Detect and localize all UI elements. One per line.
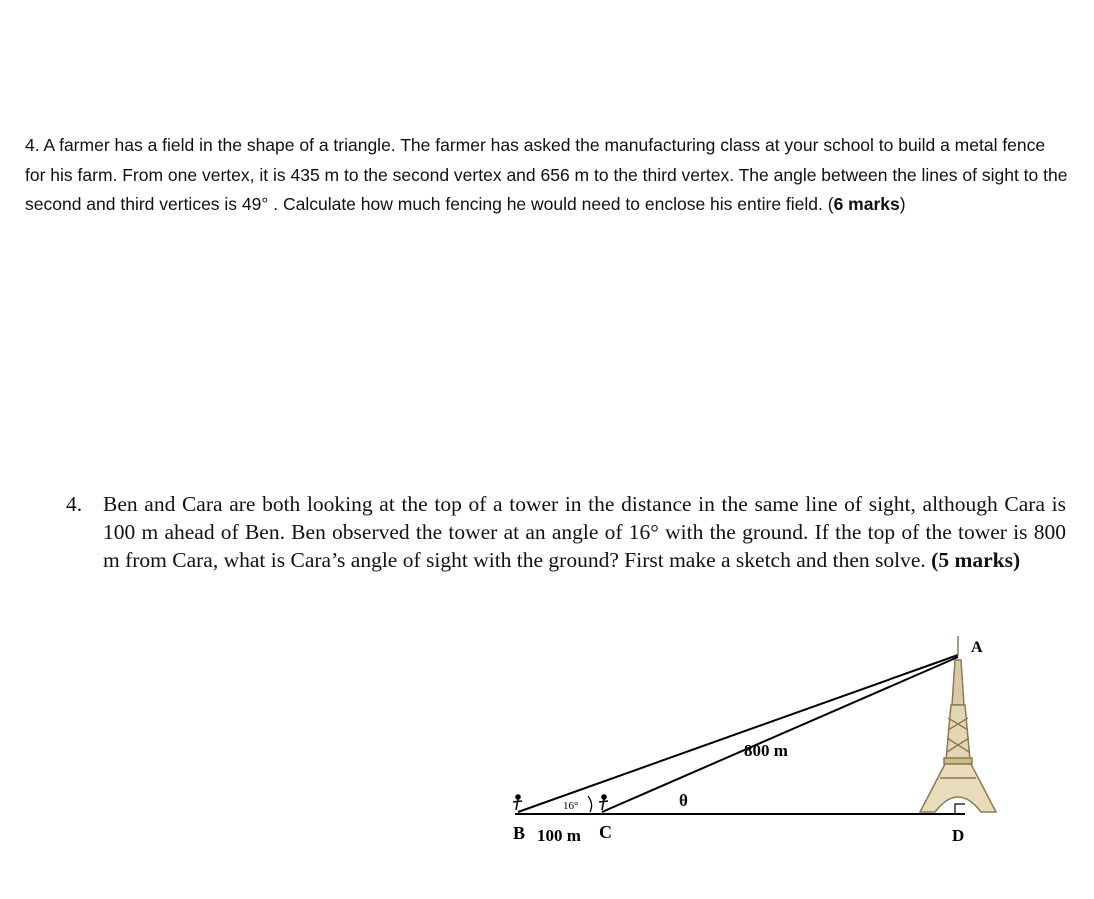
distance-bc-label: 100 m [537,826,581,845]
ben-person-icon [513,795,522,810]
question-1-marks: 6 marks [833,194,900,214]
angle-c-symbol: θ [679,791,688,810]
distance-ca-label: 800 m [744,741,788,760]
point-d-label: D [952,826,965,845]
angle-b-label: 16° [563,800,579,812]
question-1-close: ) [899,194,906,214]
question-2-text: Ben and Cara are both looking at the top of a tower in the distance in the same line of sight, although Cara is 100 m ahead of Ben. Ben observed the tower at an angle of 16° with the ground. If the top of the tower is 800 m from Cara, what is Cara’s angle of sight with the ground? First make a sketch and then solve. [103,492,1066,572]
tower-icon [920,636,996,812]
sight-line-ben [518,655,958,812]
question-2-number: 4. [66,492,83,516]
tower-sketch-figure [500,620,1000,860]
question-1-text: A farmer has a field in the shape of a triangle. The farmer has asked the manufacturing class at your school to build a metal fence for his farm. From one vertex, it is 435 m to the second vertex and 656 m to the third vertex. The angle between the lines of sight to the second and third vertices is 49° . Calculate how much fencing he would need to enclose his entire field. ( [25,135,1068,214]
sight-line-cara [602,657,958,812]
question-2-marks: (5 marks) [931,548,1021,572]
angle-arc-b [588,796,592,812]
question-2 [66,490,1066,574]
question-1-number: 4. [25,135,40,155]
point-b-label: B [513,823,526,843]
point-a-label: A [971,639,983,656]
right-angle-mark [955,804,965,814]
point-c-label: C [599,822,612,842]
question-1 [25,131,1070,220]
cara-person-icon [599,795,608,810]
